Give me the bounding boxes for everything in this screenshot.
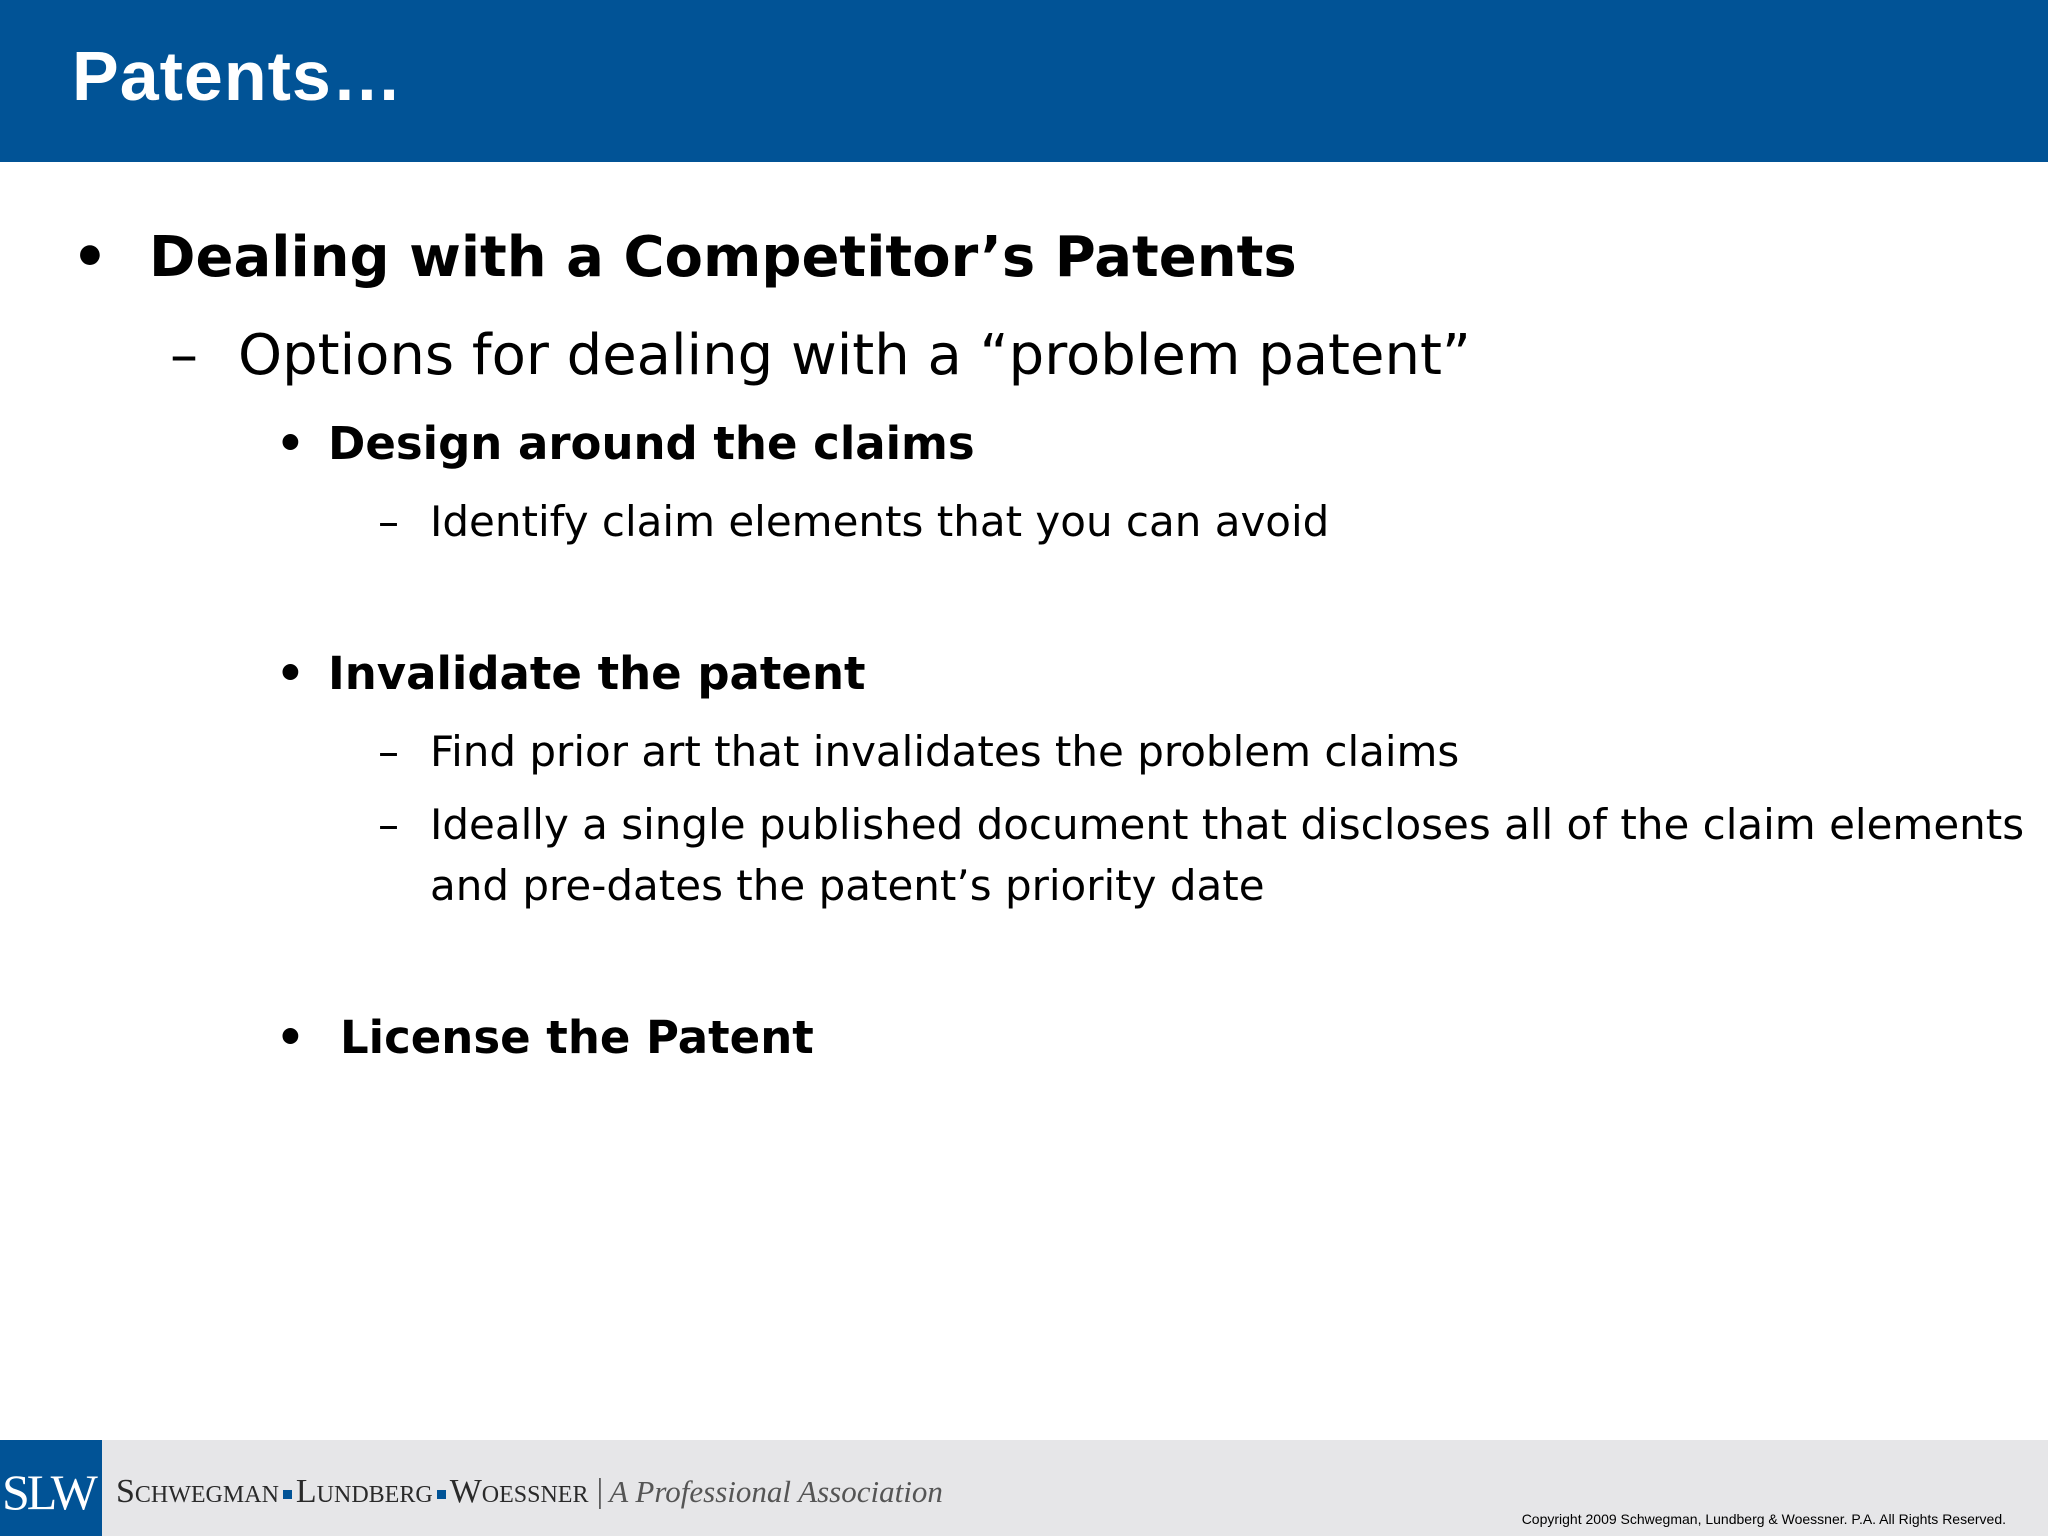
firm-name-part: Schwegman: [116, 1473, 279, 1510]
square-separator-icon: [283, 1490, 292, 1499]
bullet-level2: Options for dealing with a “problem patent”: [238, 323, 1471, 388]
detail-prior-art: Find prior art that invalidates the problem claims: [430, 727, 1460, 776]
dash-marker: –: [378, 800, 399, 849]
footer: [0, 1440, 2048, 1536]
title-bar: [0, 0, 2048, 162]
firm-divider: |: [596, 1473, 604, 1510]
logo-text: SLW: [2, 1464, 95, 1520]
bullet-marker: •: [276, 417, 305, 470]
slide-title: Patents…: [72, 37, 403, 115]
slw-logo: [0, 1440, 102, 1536]
option-license: License the Patent: [340, 1011, 814, 1064]
dash-marker: –: [378, 727, 399, 776]
firm-name-part: Woessner: [449, 1473, 589, 1510]
detail-identify-elements: Identify claim elements that you can avoid: [430, 497, 1330, 546]
bullet-marker: •: [72, 225, 108, 290]
firm-name-part: Lundberg: [295, 1473, 433, 1510]
dash-marker: –: [170, 323, 198, 388]
bullet-marker: •: [276, 647, 305, 700]
firm-name: [116, 1472, 943, 1512]
firm-tagline: A Professional Association: [609, 1474, 943, 1509]
option-design-around: Design around the claims: [328, 417, 975, 470]
option-invalidate: Invalidate the patent: [328, 647, 866, 700]
bullet-level1: Dealing with a Competitor’s Patents: [149, 225, 1297, 290]
copyright-notice: Copyright 2009 Schwegman, Lundberg & Woessner. P.A. All Rights Reserved.: [1521, 1511, 2006, 1527]
square-separator-icon: [437, 1490, 446, 1499]
bullet-marker: •: [276, 1011, 305, 1064]
detail-single-document-cont: and pre-dates the patent’s priority date: [430, 861, 1265, 910]
dash-marker: –: [378, 497, 399, 546]
detail-single-document: Ideally a single published document that discloses all of the claim elements: [430, 800, 2025, 849]
